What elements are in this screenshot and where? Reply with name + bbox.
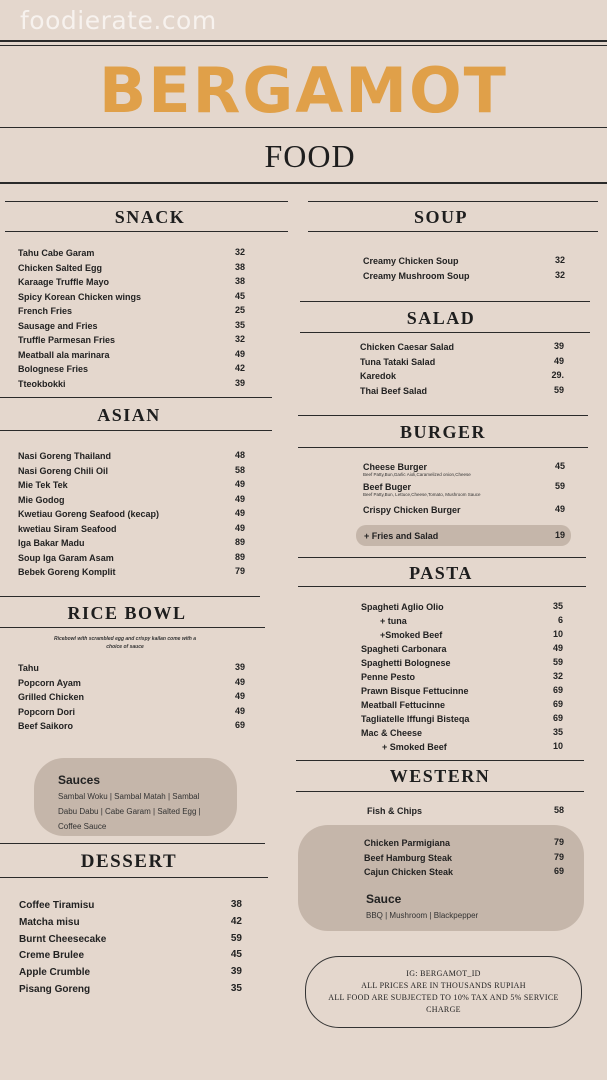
menu-item-name: Spagheti Aglio Olio (361, 602, 444, 612)
page-title: FOOD (264, 138, 356, 174)
menu-item-price: 45 (554, 461, 565, 471)
menu-item-name: Matcha misu (19, 916, 80, 928)
menu-item-name: Chicken Parmigiana (364, 838, 451, 848)
menu-item-price: 49 (553, 355, 564, 366)
section-title-western: WESTERN (389, 766, 491, 786)
header-top-rule-thin (0, 45, 607, 46)
menu-item-name: Nasi Goreng Thailand (18, 451, 112, 461)
menu-item-price: 32 (554, 269, 565, 280)
menu-item-price: 69 (552, 685, 563, 695)
menu-item-name: Creamy Mushroom Soup (363, 270, 470, 281)
footer-price-note: ALL PRICES ARE IN THOUSANDS RUPIAH (361, 981, 526, 990)
pasta-bottom-rule (298, 586, 586, 587)
western-sauce-text: BBQ | Mushroom | Blackpepper (366, 911, 479, 920)
footer-tax-note: ALL FOOD ARE SUBJECTED TO 10% TAX AND 5% SERVICE (328, 993, 559, 1002)
menu-item-name: Pisang Goreng (19, 984, 91, 995)
menu-item-name: Truffle Parmesan Fries (18, 335, 116, 345)
snack-bottom-rule (5, 231, 288, 232)
menu-item-price: 45 (234, 290, 245, 301)
menu-item-name: Crispy Chicken Burger (363, 505, 461, 515)
menu-item-price: 42 (234, 363, 245, 373)
footer-info-box (305, 956, 582, 1028)
menu-item-price: 49 (234, 691, 245, 701)
menu-item-name: Fish & Chips (367, 806, 423, 816)
section-title-soup: SOUP (413, 207, 468, 227)
menu-item-price: 89 (234, 537, 245, 547)
asian-top-rule (0, 397, 272, 398)
menu-item-price: 69 (552, 699, 563, 709)
menu-item-name: Tagliatelle Iffungi Bisteqa (361, 714, 470, 724)
sauces-line-2: Dabu Dabu | Cabe Garam | Salted Egg | (58, 807, 201, 816)
menu-item-name: Iga Bakar Madu (18, 538, 85, 548)
section-title-snack: SNACK (114, 207, 186, 227)
menu-item-price: 59 (553, 384, 564, 395)
menu-item-name: Spaghetti Bolognese (361, 658, 451, 668)
menu-item-name: Karedok (360, 371, 397, 381)
menu-item-name: + tuna (380, 616, 407, 626)
menu-item-price: 69 (234, 720, 245, 730)
menu-item-price: 32 (552, 671, 563, 681)
menu-item-name: Creamy Chicken Soup (363, 256, 459, 266)
menu-item-price: 35 (552, 601, 563, 611)
menu-item-price: 49 (234, 493, 245, 504)
brand-logo: BERGAMOT (99, 54, 508, 127)
salad-top-rule (300, 301, 590, 302)
ricebowl-note (20, 635, 230, 651)
menu-item-price: 32 (234, 334, 245, 344)
menu-item-price: 49 (234, 479, 245, 489)
menu-item-name: Tteokbokki (18, 378, 66, 389)
menu-item-name: Spagheti Carbonara (361, 644, 447, 654)
menu-item-price: 58 (234, 464, 245, 475)
menu-item-price: 49 (554, 504, 565, 514)
menu-item-price: 32 (234, 247, 245, 257)
menu-item-name: Sausage and Fries (18, 320, 98, 331)
salad-bottom-rule (300, 332, 590, 333)
menu-item-name: Beef Saikoro (18, 721, 74, 731)
ricebowl-top-rule (0, 596, 260, 597)
watermark: foodierate.com (20, 6, 217, 35)
menu-item-price: 79 (553, 851, 564, 862)
menu-item-price: 32 (554, 255, 565, 265)
menu-item-price: 39 (553, 341, 564, 351)
dessert-top-rule (0, 843, 265, 844)
burger-top-rule (298, 415, 588, 416)
menu-item-price: 38 (230, 899, 242, 910)
fries-salad-addon-name: + Fries and Salad (364, 531, 439, 541)
menu-item-price: 69 (552, 713, 563, 723)
menu-item-name: Beef Buger (363, 481, 412, 492)
menu-item-name: Cheese Burger (363, 462, 428, 472)
menu-item-description: Beef Patty,Bun, Lettuce,Cheese,Tomato, Mushroom Sauce (363, 491, 481, 497)
section-title-salad: SALAD (406, 308, 476, 328)
menu-item-name: Mac & Cheese (361, 728, 423, 738)
menu-item-name: Bolognese Fries (18, 364, 89, 374)
footer-tax-note-cont: CHARGE (426, 1005, 461, 1014)
menu-item-name: Cajun Chicken Steak (364, 867, 454, 877)
menu-item-name: Coffee Tiramisu (19, 900, 95, 911)
menu-item-name: Mie Tek Tek (18, 480, 68, 490)
menu-item-name: Meatball Fettucinne (361, 700, 446, 710)
menu-item-name: Popcorn Ayam (18, 677, 81, 688)
ricebowl-note-line1: Ricebowl with scrambled egg and crispy kailan come with a (54, 636, 196, 642)
ricebowl-bottom-rule (0, 627, 265, 628)
menu-item-price: 35 (552, 727, 563, 737)
menu-item-price: 59 (552, 657, 563, 667)
header-top-rule (0, 40, 607, 42)
western-bottom-rule (296, 791, 584, 792)
sauces-text (58, 789, 201, 834)
menu-item-price: 35 (230, 983, 242, 994)
title-bottom-rule (0, 182, 607, 184)
menu-item-price: 6 (557, 615, 563, 625)
menu-item-price: 89 (234, 551, 245, 562)
footer-instagram: IG: BERGAMOT_ID (406, 969, 481, 978)
menu-item-name: Tahu (18, 663, 39, 673)
menu-item-name: Bebek Goreng Komplit (18, 567, 116, 577)
sauces-line-3: Coffee Sauce (58, 822, 107, 831)
menu-item-price: 29. (551, 370, 564, 380)
menu-item-price: 59 (230, 932, 242, 944)
burger-bottom-rule (298, 447, 588, 448)
menu-item-name: Chicken Caesar Salad (360, 342, 455, 352)
menu-item-name: Apple Crumble (19, 967, 91, 979)
menu-item-name: French Fries (18, 306, 73, 316)
menu-item-price: 49 (234, 676, 245, 687)
menu-item-name: Karaage Truffle Mayo (18, 277, 110, 287)
menu-item-price: 10 (552, 741, 563, 751)
menu-item-price: 58 (553, 805, 564, 815)
menu-item-price: 35 (234, 319, 245, 330)
menu-item-price: 49 (552, 643, 563, 653)
menu-item-name: Tahu Cabe Garam (18, 248, 95, 258)
menu-item-price: 69 (553, 866, 564, 876)
western-sauce-title: Sauce (366, 892, 402, 906)
menu-item-description: Beef Patty,Bun,Garlic Aioli,Caramelized onion,Cheese (363, 472, 471, 477)
menu-item-name: Spicy Korean Chicken wings (18, 291, 142, 302)
sauces-line-1: Sambal Woku | Sambal Matah | Sambal (58, 792, 200, 801)
menu-item-name: Tuna Tataki Salad (360, 356, 436, 367)
menu-item-price: 45 (230, 949, 242, 961)
asian-bottom-rule (0, 430, 272, 431)
menu-item-price: 39 (230, 966, 242, 978)
menu-item-price: 79 (234, 566, 245, 576)
section-title-rice-bowl: RICE BOWL (67, 603, 187, 623)
menu-item-price: 10 (552, 629, 563, 639)
menu-item-price: 49 (234, 522, 245, 533)
ricebowl-note-line2: choice of sauce (106, 644, 144, 650)
menu-item-name: + Smoked Beef (382, 742, 447, 752)
section-title-pasta: PASTA (409, 563, 473, 583)
soup-bottom-rule (308, 231, 598, 232)
pasta-top-rule (298, 557, 586, 558)
menu-item-name: Creme Brulee (19, 950, 85, 962)
brand-bottom-rule (0, 127, 607, 128)
menu-item-price: 42 (230, 915, 242, 927)
menu-item-price: 49 (234, 508, 245, 518)
menu-item-price: 59 (554, 480, 565, 491)
menu-item-name: Thai Beef Salad (360, 385, 428, 396)
menu-item-price: 79 (553, 837, 564, 847)
fries-salad-addon-price: 19 (554, 530, 565, 540)
menu-item-name: Chicken Salted Egg (18, 262, 103, 273)
menu-item-price: 38 (234, 276, 245, 286)
sauces-title: Sauces (58, 773, 101, 787)
menu-item-name: Meatball ala marinara (18, 349, 110, 360)
western-top-rule (296, 760, 584, 761)
section-title-asian: ASIAN (97, 405, 161, 425)
menu-item-name: Nasi Goreng Chili Oil (18, 465, 109, 476)
menu-item-price: 49 (234, 705, 245, 716)
menu-item-name: Mie Godog (18, 494, 65, 505)
snack-top-rule (5, 201, 288, 202)
menu-item-price: 39 (234, 662, 245, 672)
menu-item-name: Soup Iga Garam Asam (18, 552, 114, 563)
menu-item-name: Kwetiau Goreng Seafood (kecap) (18, 509, 160, 519)
section-title-burger: BURGER (399, 422, 486, 442)
menu-item-name: Beef Hamburg Steak (364, 852, 453, 863)
menu-item-price: 49 (234, 348, 245, 359)
dessert-bottom-rule (0, 877, 268, 878)
menu-item-price: 48 (234, 450, 245, 460)
menu-item-name: kwetiau Siram Seafood (18, 523, 117, 534)
menu-item-name: Burnt Cheesecake (19, 933, 107, 945)
menu-item-price: 38 (234, 261, 245, 272)
menu-item-name: +Smoked Beef (380, 630, 443, 640)
section-title-dessert: DESSERT (80, 851, 178, 872)
menu-item-price: 39 (234, 377, 245, 388)
menu-item-name: Grilled Chicken (18, 692, 85, 702)
menu-item-name: Prawn Bisque Fettucinne (361, 686, 469, 696)
menu-item-price: 25 (234, 305, 245, 315)
menu-item-name: Popcorn Dori (18, 706, 76, 717)
menu-item-name: Penne Pesto (361, 672, 416, 682)
soup-top-rule (308, 201, 598, 202)
